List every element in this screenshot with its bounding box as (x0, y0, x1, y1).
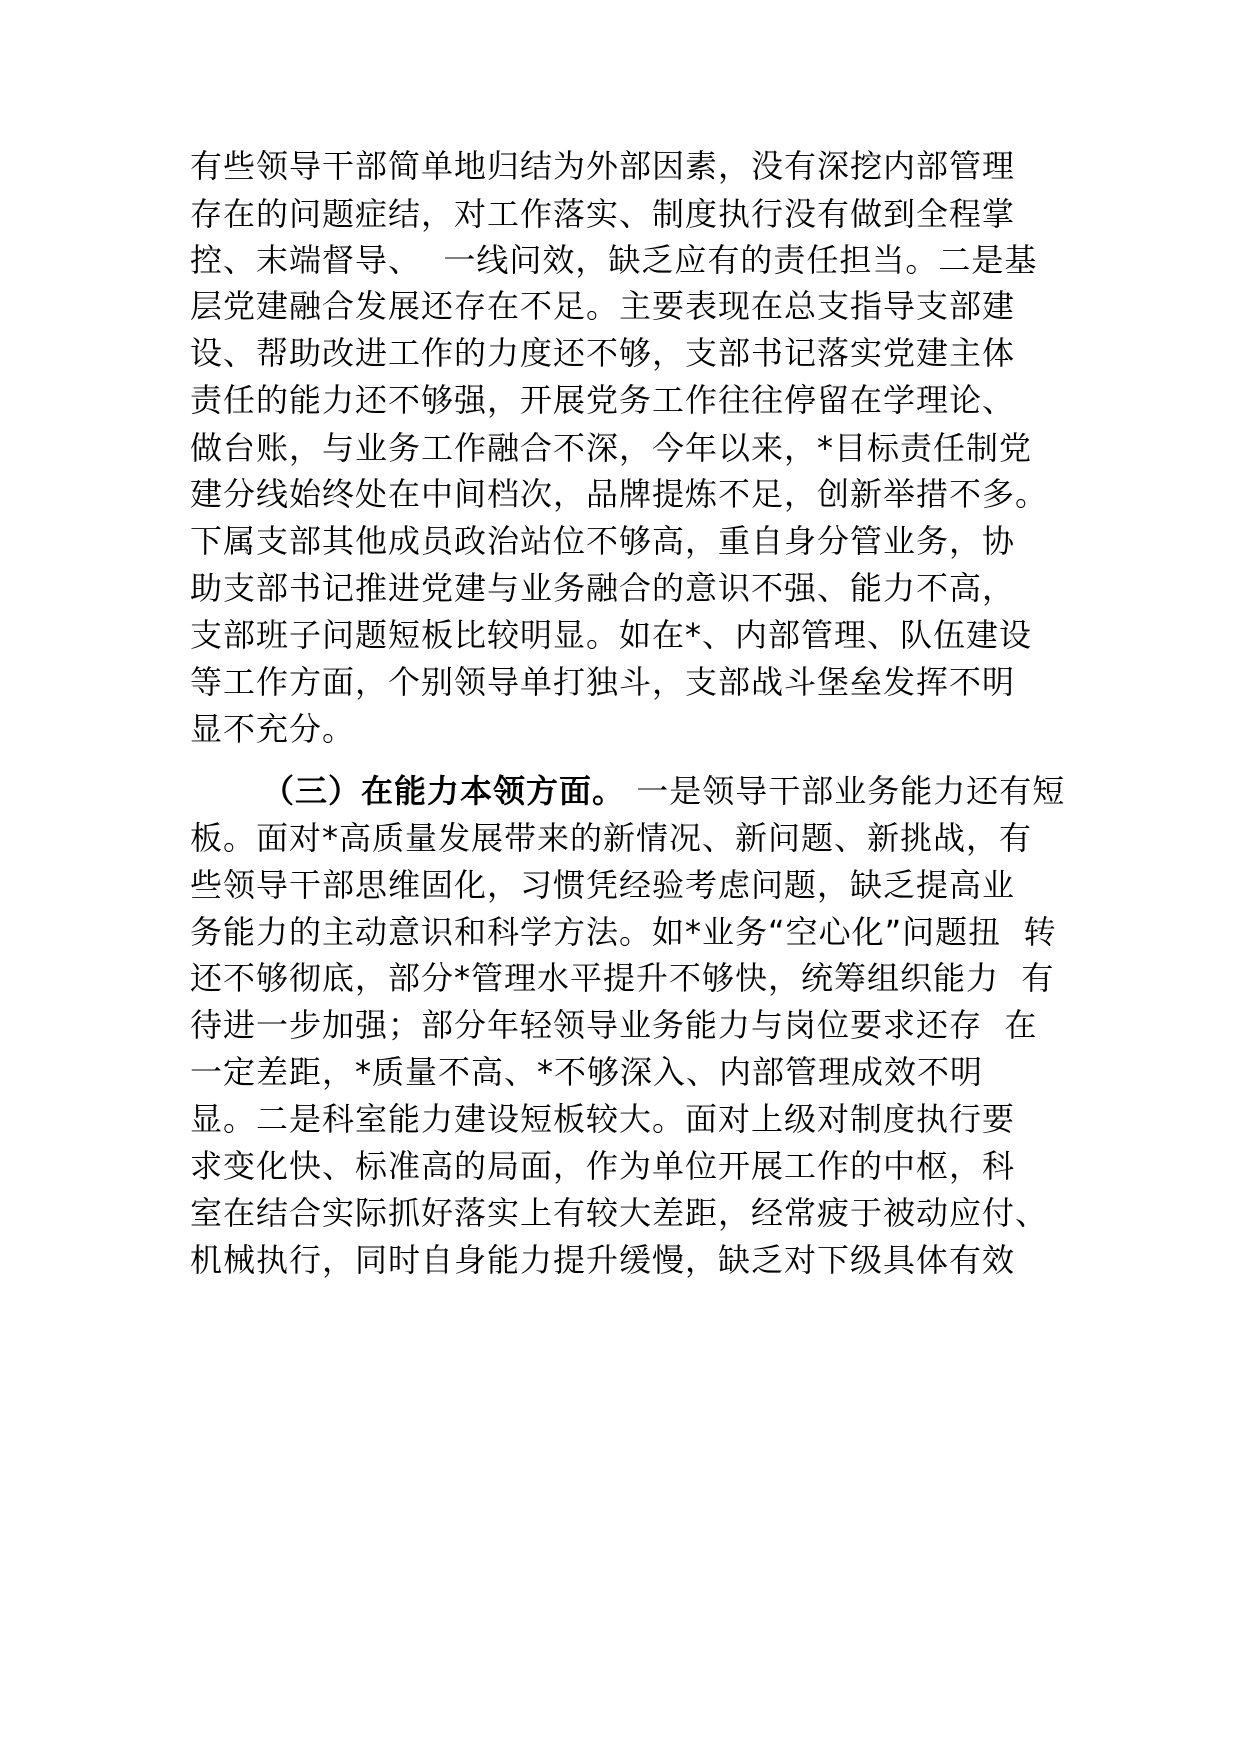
text-line: 存在的问题症结，对工作落实、制度执行没有做到全程掌 (190, 195, 1016, 233)
text-line: 做台账，与业务工作融合不深，今年以来，*目标责任制党 (190, 429, 1033, 467)
text-line: 有些领导干部简单地归结为外部因素，没有深挖内部管理 (190, 147, 1016, 185)
text-line: 下属支部其他成员政治站位不够高，重自身分管业务，协 (190, 522, 1016, 560)
text-line: 求变化快、标准高的局面，作为单位开展工作的中枢，科 (190, 1147, 1016, 1185)
text-line: 建分线始终处在中间档次，品牌提炼不足，创新举措不多。 (190, 475, 1049, 513)
text-line: 支部班子问题短板比较明显。如在*、内部管理、队伍建设 (190, 616, 1033, 654)
text-line: 层党建融合发展还存在不足。主要表现在总支指导支部建 (190, 287, 1016, 325)
text-line: 助支部书记推进党建与业务融合的意识不强、能力不高， (190, 569, 1016, 607)
text-line: 设、帮助改进工作的力度还不够，支部书记落实党建主体 (190, 334, 1016, 372)
text-line-rest: 一是领导干部业务能力还有短 (625, 772, 1066, 810)
text-line: 板。面对*高质量发展带来的新情况、新问题、新挑战，有 (190, 819, 1033, 857)
section-heading: （三）在能力本领方面。 (262, 772, 626, 810)
text-line: 室在结合实际抓好落实上有较大差距，经常疲于被动应付、 (190, 1194, 1049, 1232)
section-heading-line (262, 771, 1065, 811)
text-line: 些领导干部思维固化，习惯凭经验考虑问题，缺乏提高业 (190, 866, 1016, 904)
text-line: 显不充分。 (190, 710, 356, 748)
text-line: 务能力的主动意识和科学方法。如*业务“空心化”问题扭 转 (190, 913, 1057, 951)
text-line: 机械执行，同时自身能力提升缓慢，缺乏对下级具体有效 (190, 1241, 1016, 1279)
text-line: 显。二是科室能力建设短板较大。面对上级对制度执行要 (190, 1100, 1016, 1138)
text-line: 控、末端督导、 一线问效，缺乏应有的责任担当。二是基 (190, 241, 1038, 279)
text-line: 等工作方面，个别领导单打独斗，支部战斗堡垒发挥不明 (190, 663, 1016, 701)
text-line: 一定差距，*质量不高、*不够深入、内部管理成效不明 (190, 1053, 984, 1091)
text-line: 还不够彻底，部分*管理水平提升不够快，统筹组织能力 有 (190, 959, 1055, 997)
text-line: 待进一步加强；部分年轻领导业务能力与岗位要求还存 在 (190, 1006, 1038, 1044)
text-line: 责任的能力还不够强，开展党务工作往往停留在学理论、 (190, 381, 1016, 419)
